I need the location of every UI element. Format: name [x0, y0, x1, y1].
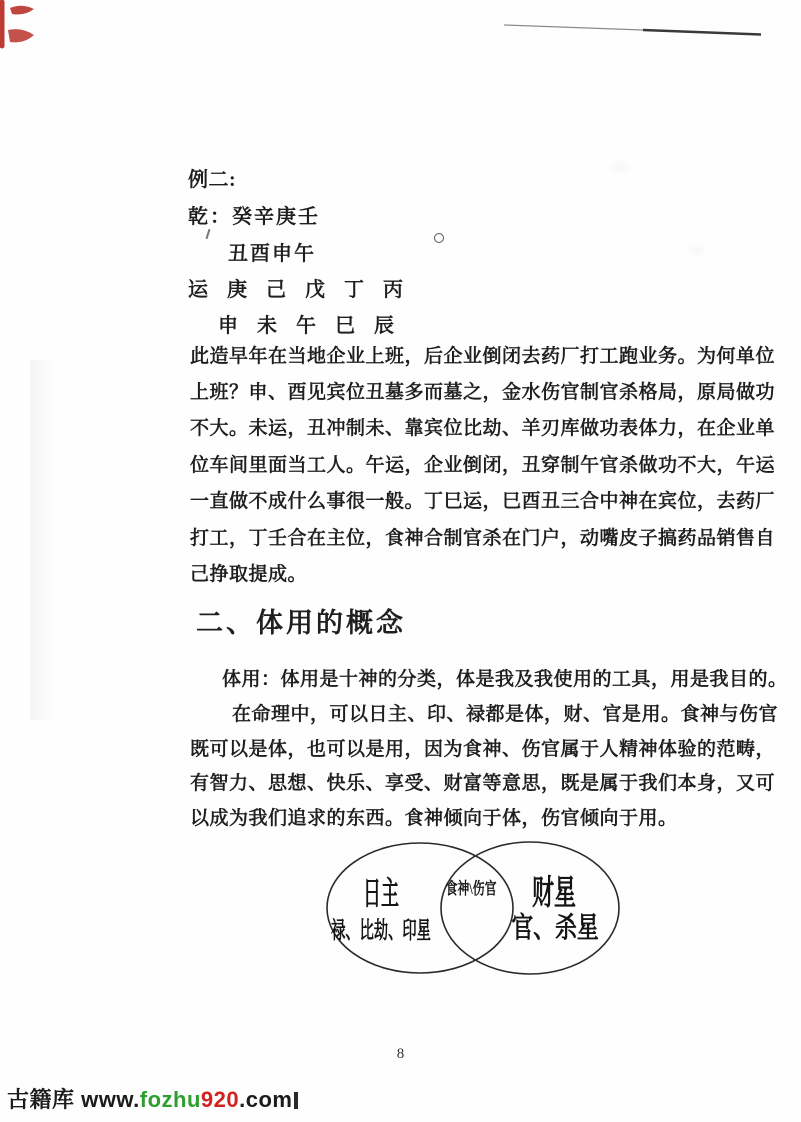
scan-smudge — [612, 162, 628, 172]
concept-line: 有智力、思想、快乐、享受、财富等意思，既是属于我们本身，又可 — [190, 773, 776, 794]
analysis-line: 一直做不成什么事很一般。丁巳运，巳酉丑三合中神在宾位，去药厂 — [190, 491, 776, 512]
scan-shadow-band — [30, 360, 58, 720]
analysis-line: 位车间里面当工人。午运，企业倒闭，丑穿制午官杀做功不大，午运 — [190, 455, 776, 476]
watermark-url-green: fozhu — [139, 1087, 201, 1112]
luck-pillar-stems: 运 庚 己 戊 丁 丙 — [188, 279, 410, 301]
analysis-line: 此造早年在当地企业上班，后企业倒闭去药厂打工跑业务。为何单位 — [190, 346, 776, 367]
example-branches-line: 丑酉申午 — [228, 243, 316, 265]
venn-left-top-label: 日主 — [363, 875, 399, 912]
stray-circle-mark — [434, 233, 444, 243]
watermark-footer — [7, 1083, 298, 1114]
analysis-line: 打工，丁壬合在主位，食神合制官杀在门户，动嘴皮子搞药品销售自 — [190, 528, 776, 549]
watermark-brand: 古籍库 — [7, 1087, 75, 1112]
venn-right-bottom-label: 官、杀星 — [511, 912, 599, 944]
watermark-url-suffix: .com — [239, 1087, 293, 1112]
scan-line-artifact — [498, 16, 778, 40]
concept-line: 以成为我们追求的东西。食神倾向于体，伤官倾向于用。 — [190, 808, 678, 829]
watermark-cutoff-mark — [294, 1092, 298, 1109]
venn-left-bottom-label: 禄、比劫、印星 — [331, 918, 431, 945]
page-number: 8 — [396, 1046, 405, 1062]
concept-line: 在命理中，可以日主、印、禄都是体，财、官是用。食神与伤官 — [232, 704, 779, 725]
concept-line: 体用：体用是十神的分类，体是我及我使用的工具，用是我目的。 — [222, 669, 788, 690]
venn-diagram — [313, 832, 635, 984]
analysis-line: 不大。未运，丑冲制未、靠宾位比劫、羊刃库做功表体力，在企业单 — [190, 418, 776, 439]
analysis-line: 己挣取提成。 — [190, 564, 308, 585]
scan-smudge — [690, 246, 704, 255]
stray-tick-mark — [206, 229, 211, 239]
venn-right-top-label: 财星 — [532, 874, 576, 913]
watermark-url-red: 920 — [200, 1087, 240, 1112]
example-title: 例二: — [188, 169, 237, 191]
red-pen-marks-icon — [0, 0, 60, 70]
section-heading: 二、体用的概念 — [196, 608, 406, 638]
luck-pillar-branches: 申 未 午 巳 辰 — [218, 315, 401, 337]
example-stems-line: 乾：癸辛庚壬 — [188, 206, 320, 228]
venn-overlap-label: 食神\伤官 — [445, 880, 497, 899]
analysis-line: 上班？申、酉见宾位丑墓多而墓之，金水伤官制官杀格局，原局做功 — [190, 382, 776, 403]
watermark-url-prefix: www. — [74, 1087, 140, 1112]
concept-line: 既可以是体，也可以是用，因为食神、伤官属于人精神体验的范畴， — [190, 739, 776, 760]
